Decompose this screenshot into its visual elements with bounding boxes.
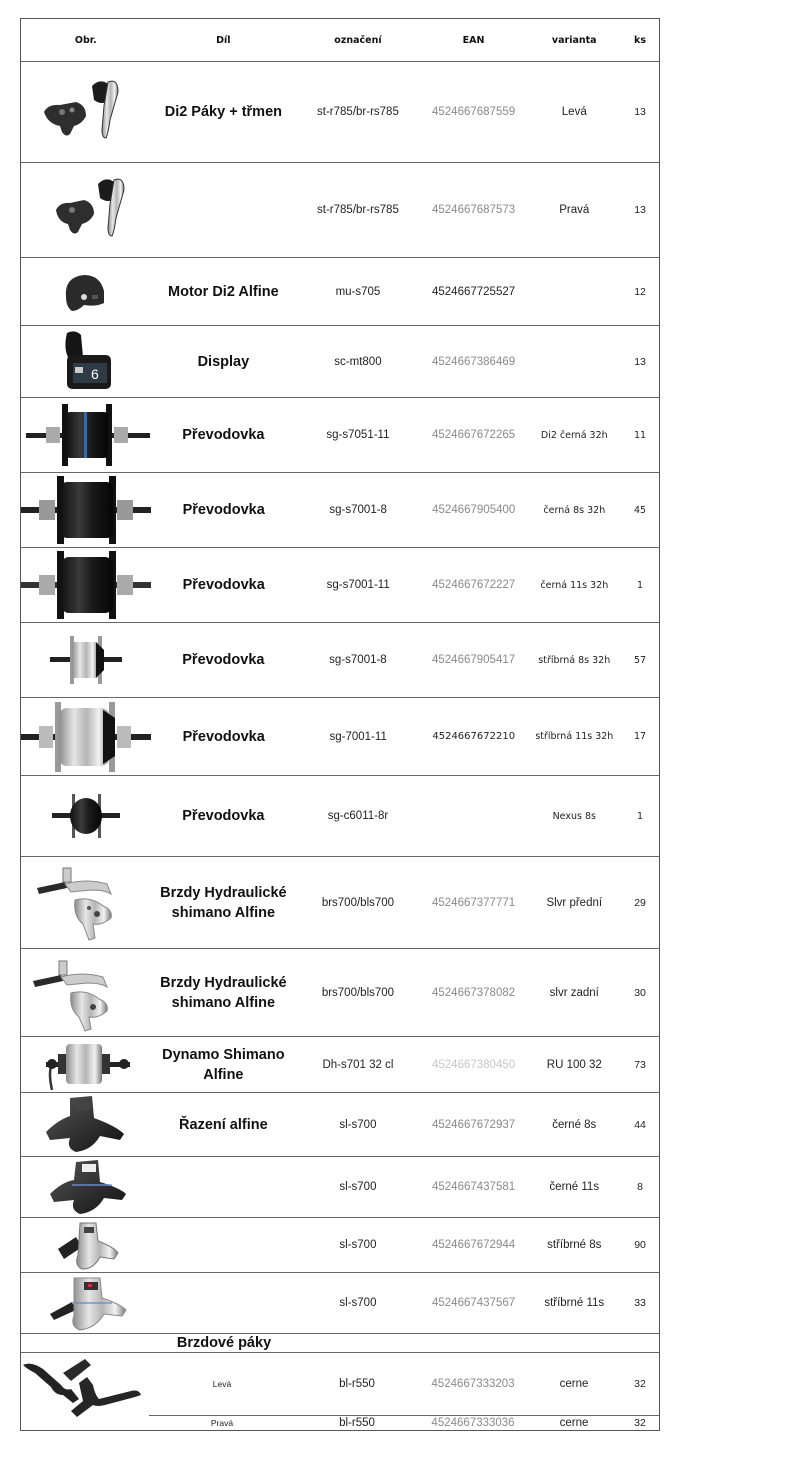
table-row xyxy=(21,326,659,398)
part-name: Převodovka xyxy=(182,728,265,745)
part-code: sl-s700 xyxy=(339,1297,377,1309)
table-row xyxy=(21,473,659,548)
part-variant: Di2 černá 32h xyxy=(540,429,608,441)
part-code: st-r785/br-rs785 xyxy=(317,106,399,118)
part-qty: 1 xyxy=(637,579,644,591)
part-variant: cerne xyxy=(559,1417,589,1429)
part-qty: 73 xyxy=(634,1058,646,1071)
di2-lever-caliper-icon xyxy=(21,170,151,250)
part-code: st-r785/br-rs785 xyxy=(317,204,399,216)
part-variant: stříbrná 11s 32h xyxy=(535,731,614,742)
part-code: brs700/bls700 xyxy=(321,896,395,909)
di2-motor-icon xyxy=(21,267,151,317)
shifter-silver-icon xyxy=(21,1274,151,1332)
table-row xyxy=(21,398,659,473)
part-name: Motor Di2 Alfine xyxy=(168,283,279,300)
part-code: sg-s7001-8 xyxy=(329,504,387,516)
brake-levers-icon xyxy=(21,1353,149,1430)
part-ean: 4524667672265 xyxy=(432,429,516,441)
part-qty: 13 xyxy=(634,204,646,216)
display-icon xyxy=(21,329,151,395)
part-name: Převodovka xyxy=(182,808,265,824)
part-qty: 29 xyxy=(634,896,646,909)
part-name: Řazení alfine xyxy=(179,1116,268,1133)
table-row xyxy=(21,776,659,857)
part-ean: 4524667437567 xyxy=(432,1297,516,1309)
header-code: označení xyxy=(334,34,382,46)
table-row xyxy=(21,623,659,698)
hub-silver-icon xyxy=(21,700,151,774)
part-variant: černá 11s 32h xyxy=(540,579,609,591)
part-code: sg-s7001-8 xyxy=(329,654,387,666)
header-ean: EAN xyxy=(462,34,485,46)
part-code: Dh-s701 32 cl xyxy=(322,1058,394,1071)
part-ean: 4524667437581 xyxy=(432,1181,516,1193)
hub-nexus-icon xyxy=(21,786,151,846)
part-qty: 32 xyxy=(634,1417,646,1429)
part-variant: černé 8s xyxy=(552,1118,597,1131)
lever-side: Pravá xyxy=(210,1418,234,1428)
part-qty: 45 xyxy=(634,504,647,516)
part-variant: černé 11s xyxy=(549,1181,600,1193)
hub-black-icon xyxy=(21,474,151,546)
hub-black-icon xyxy=(21,549,151,621)
part-ean: 4524667386469 xyxy=(432,355,516,368)
part-variant: Levá xyxy=(561,106,587,118)
part-code: sl-s700 xyxy=(339,1239,377,1251)
part-name: Převodovka xyxy=(182,577,265,593)
table-row xyxy=(21,949,659,1037)
part-qty: 8 xyxy=(637,1181,643,1193)
part-variant: slvr zadní xyxy=(549,986,599,999)
part-code: sl-s700 xyxy=(339,1181,377,1193)
part-ean: 4524667377771 xyxy=(432,896,516,909)
part-qty: 44 xyxy=(634,1118,646,1131)
part-ean: 4524667672944 xyxy=(432,1239,516,1251)
part-variant: černá 8s 32h xyxy=(543,504,606,516)
part-code: sg-7001-11 xyxy=(329,730,387,743)
part-ean: 4524667687559 xyxy=(432,106,516,118)
table-header xyxy=(21,19,659,62)
part-name: Di2 Páky + třmen xyxy=(164,104,282,120)
part-qty: 13 xyxy=(634,106,646,118)
part-variant: stříbrné 11s xyxy=(544,1297,605,1309)
part-variant: Slvr přední xyxy=(546,896,603,909)
part-code: sl-s700 xyxy=(339,1118,377,1131)
part-qty: 13 xyxy=(634,355,646,368)
part-code: sc-mt800 xyxy=(334,355,382,368)
part-ean: 4524667905417 xyxy=(432,654,516,666)
part-name: Převodovka xyxy=(182,652,265,668)
table-row xyxy=(21,163,659,258)
part-name: Převodovka xyxy=(182,502,265,518)
part-name: Brzdy Hydraulické shimano Alfine xyxy=(160,974,287,1011)
table-row xyxy=(21,1218,659,1273)
table-row xyxy=(21,1093,659,1157)
di2-lever-caliper-icon xyxy=(21,72,151,152)
table-row xyxy=(21,857,659,949)
part-variant: stříbrné 8s xyxy=(547,1239,602,1251)
hub-black-blue-icon xyxy=(21,400,151,470)
section-header-brake-levers xyxy=(21,1334,659,1353)
header-qty: ks xyxy=(634,34,647,46)
part-ean: 4524667905400 xyxy=(432,504,516,516)
header-image: Obr. xyxy=(74,34,97,46)
part-ean: 4524667378082 xyxy=(432,986,516,999)
part-name: Dynamo Shimano Alfine xyxy=(162,1046,285,1083)
shifter-black-icon xyxy=(21,1158,151,1216)
header-variant: varianta xyxy=(551,34,597,46)
part-name: Brzdy Hydraulické shimano Alfine xyxy=(160,884,287,921)
hydraulic-brake-icon xyxy=(21,860,151,946)
part-code: bl-r550 xyxy=(339,1378,375,1390)
part-qty: 90 xyxy=(634,1239,646,1251)
part-qty: 33 xyxy=(634,1297,646,1309)
part-qty: 1 xyxy=(637,810,644,822)
part-ean: 4524667672210 xyxy=(432,731,516,742)
table-row xyxy=(21,1157,659,1218)
part-code: sg-c6011-8r xyxy=(327,810,389,822)
shifter-black-icon xyxy=(21,1094,151,1156)
part-code: bl-r550 xyxy=(339,1417,375,1429)
part-ean: 4524667333203 xyxy=(431,1378,515,1390)
part-qty: 32 xyxy=(634,1378,646,1390)
part-ean: 4524667380450 xyxy=(432,1058,516,1071)
inventory-table xyxy=(20,18,660,1431)
part-name: Display xyxy=(197,353,250,370)
part-code: sg-s7051-11 xyxy=(326,429,390,441)
part-ean: 4524667672227 xyxy=(432,579,516,591)
hub-silver-small-icon xyxy=(21,630,151,690)
shifter-silver-icon xyxy=(21,1219,151,1271)
part-code: mu-s705 xyxy=(335,285,381,298)
table-row xyxy=(149,1416,659,1430)
hydraulic-brake-icon xyxy=(21,951,151,1035)
part-variant: Nexus 8s xyxy=(552,810,596,822)
svg-text:6: 6 xyxy=(90,365,99,382)
table-row xyxy=(21,62,659,163)
table-row xyxy=(21,1273,659,1334)
brake-levers-block xyxy=(21,1353,659,1430)
lever-side: Levá xyxy=(212,1379,232,1389)
section-title: Brzdové páky xyxy=(176,1335,272,1351)
part-ean: 4524667333036 xyxy=(431,1417,515,1429)
part-variant: RU 100 32 xyxy=(546,1058,602,1071)
part-qty: 12 xyxy=(634,285,646,298)
table-row xyxy=(21,548,659,623)
part-ean: 4524667672937 xyxy=(432,1118,516,1131)
part-variant: Pravá xyxy=(559,204,590,216)
dynamo-hub-icon xyxy=(21,1038,151,1092)
header-part: Díl xyxy=(216,34,231,46)
table-row xyxy=(21,1037,659,1093)
part-variant: cerne xyxy=(559,1378,589,1390)
part-qty: 11 xyxy=(634,429,647,441)
part-ean: 4524667725527 xyxy=(432,285,516,298)
table-row xyxy=(21,698,659,776)
part-code: brs700/bls700 xyxy=(321,986,395,999)
part-variant: stříbrná 8s 32h xyxy=(538,654,611,666)
part-qty: 17 xyxy=(634,731,647,742)
table-row xyxy=(149,1353,659,1416)
part-name: Převodovka xyxy=(182,427,265,443)
part-qty: 57 xyxy=(634,654,647,666)
part-code: sg-s7001-11 xyxy=(326,579,390,591)
part-qty: 30 xyxy=(634,986,646,999)
table-row xyxy=(21,258,659,326)
part-ean: 4524667687573 xyxy=(432,204,516,216)
